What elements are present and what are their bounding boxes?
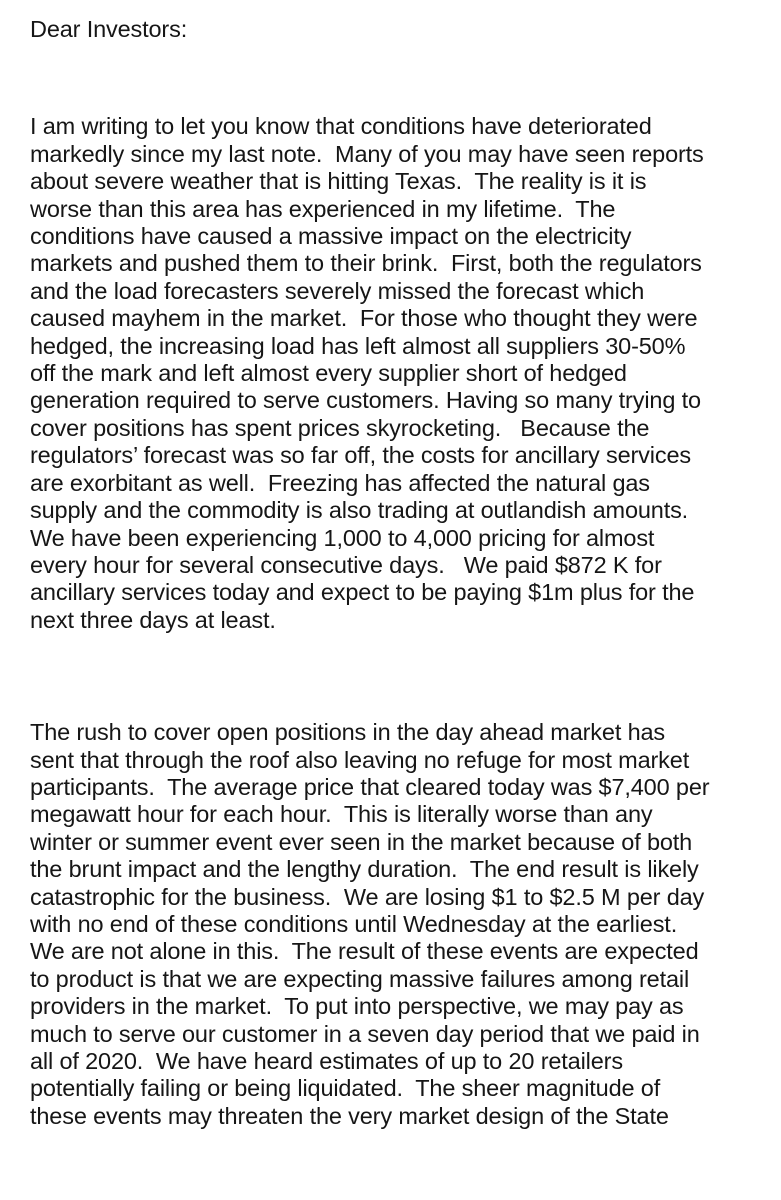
letter-document [30, 16, 770, 1130]
paragraph-line: winter or summer event ever seen in the market because of both [30, 828, 693, 855]
salutation: Dear Investors: [30, 16, 188, 42]
paragraph-line: generation required to serve customers. Having so many trying to [30, 387, 701, 414]
paragraph-line: and the load forecasters severely missed the forecast which [30, 277, 645, 304]
paragraph-line: ancillary services today and expect to be paying $1m plus for the [30, 579, 695, 606]
paragraph-line: the brunt impact and the lengthy duration. The end result is likely [30, 856, 699, 883]
paragraph-line: with no end of these conditions until Wednesday at the earliest. [30, 910, 678, 937]
paragraph-line: much to serve our customer in a seven day period that we paid in [30, 1020, 700, 1047]
paragraph-line: markets and pushed them to their brink. First, both the regulators [30, 250, 702, 277]
paragraph-line: participants. The average price that cleared today was $7,400 per [30, 773, 710, 800]
paragraph-line: all of 2020. We have heard estimates of up to 20 retailers [30, 1048, 623, 1074]
paragraph-line: next three days at least. [30, 606, 276, 633]
paragraph-line: I am writing to let you know that conditions have deteriorated [30, 113, 652, 140]
paragraph-line: The rush to cover open positions in the day ahead market has [30, 719, 666, 746]
paragraph-line: supply and the commodity is also trading at outlandish amounts. [30, 497, 689, 524]
paragraph-line: off the mark and left almost every supplier short of hedged [30, 360, 627, 387]
paragraph-line: sent that through the roof also leaving no refuge for most market [30, 746, 690, 773]
paragraph-line: are exorbitant as well. Freezing has affected the natural gas [30, 469, 650, 496]
paragraph-line: to product is that we are expecting massive failures among retail [30, 965, 690, 992]
paragraph-line: potentially failing or being liquidated. The sheer magnitude of [30, 1075, 661, 1102]
paragraph-1 [30, 113, 770, 634]
paragraph-2 [30, 719, 770, 1130]
paragraph-line: megawatt hour for each hour. This is literally worse than any [30, 801, 653, 828]
paragraph-line: caused mayhem in the market. For those who thought they were [30, 305, 698, 332]
paragraph-line: We are not alone in this. The result of these events are expected [30, 938, 699, 965]
paragraph-line: cover positions has spent prices skyrocketing. Because the [30, 414, 650, 441]
paragraph-line: catastrophic for the business. We are losing $1 to $2.5 M per day [30, 883, 705, 910]
paragraph-line: providers in the market. To put into perspective, we may pay as [30, 993, 684, 1020]
paragraph-line: conditions have caused a massive impact on the electricity [30, 223, 632, 250]
paragraph-line: regulators’ forecast was so far off, the costs for ancillary services [30, 442, 691, 469]
paragraph-line: about severe weather that is hitting Texas. The reality is it is [30, 168, 647, 195]
paragraph-line: markedly since my last note. Many of you may have seen reports [30, 140, 704, 167]
paragraph-line: worse than this area has experienced in my lifetime. The [30, 195, 616, 222]
paragraph-line: hedged, the increasing load has left almost all suppliers 30-50% [30, 332, 686, 359]
paragraph-line: these events may threaten the very market design of the State [30, 1102, 669, 1129]
paragraph-line: every hour for several consecutive days. We paid $872 K for [30, 551, 662, 578]
paragraph-line: We have been experiencing 1,000 to 4,000 pricing for almost [30, 524, 655, 551]
